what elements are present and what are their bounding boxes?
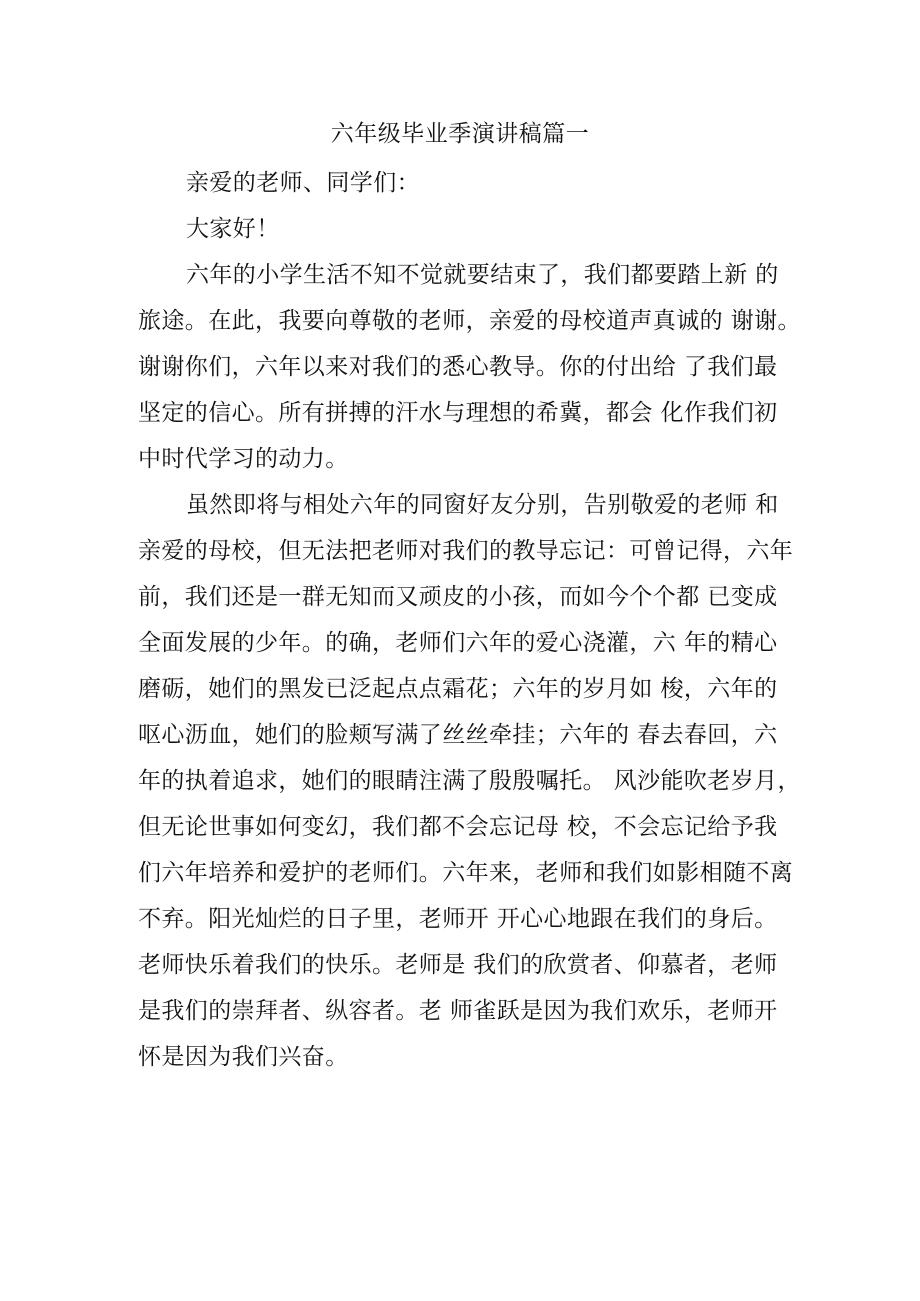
paragraph-1-line: 谢谢你们，六年以来对我们的悉心教导。你的付出给 了我们最 [138, 354, 778, 380]
salutation-line: 大家好！ [186, 216, 280, 242]
paragraph-2-line: 前，我们还是一群无知而又顽皮的小孩，而如今个个都 已变成 [138, 584, 778, 610]
document-title: 六年级毕业季演讲稿篇一 [330, 121, 590, 147]
paragraph-1-line: 旅途。在此，我要向尊敬的老师，亲爱的母校道声真诚的 谢谢。 [138, 308, 801, 334]
paragraph-2-line: 不弃。阳光灿烂的日子里，老师开 开心心地跟在我们的身后。 [138, 906, 778, 932]
paragraph-1-line: 中时代学习的动力。 [138, 446, 349, 472]
paragraph-2-line: 磨砺，她们的黑发已泛起点点霜花；六年的岁月如 梭，六年的 [138, 676, 778, 702]
document-body [138, 160, 801, 1080]
paragraph-2-line: 是我们的崇拜者、纵容者。老 师雀跃是因为我们欢乐，老师开 [138, 998, 778, 1024]
paragraph-2-line: 亲爱的母校，但无法把老师对我们的教导忘记：可曾记得，六年 [138, 538, 794, 564]
paragraph-2-line: 呕心沥血，她们的脸颊写满了丝丝牵挂；六年的 春去春回，六 [138, 722, 778, 748]
paragraph-2-line: 但无论世事如何变幻，我们都不会忘记母 校，不会忘记给予我 [138, 814, 778, 840]
paragraph-2-line: 怀是因为我们兴奋。 [138, 1044, 349, 1070]
paragraph-2-line: 虽然即将与相处六年的同窗好友分别，告别敬爱的老师 和 [186, 492, 779, 518]
paragraph-2-line: 年的执着追求，她们的眼睛注满了殷殷嘱托。 风沙能吹老岁月， [138, 768, 801, 794]
paragraph-2-line: 们六年培养和爱护的老师们。六年来，老师和我们如影相随不离 [138, 860, 794, 886]
paragraph-2-line: 全面发展的少年。的确，老师们六年的爱心浇灌，六 年的精心 [138, 630, 778, 656]
paragraph-2-line: 老师快乐着我们的快乐。老师是 我们的欣赏者、仰慕者，老师 [138, 952, 778, 978]
paragraph-1-line: 坚定的信心。所有拼搏的汗水与理想的希冀，都会 化作我们初 [138, 400, 778, 426]
paragraph-1-line: 六年的小学生活不知不觉就要结束了，我们都要踏上新 的 [186, 262, 779, 288]
greeting-line: 亲爱的老师、同学们： [186, 170, 420, 196]
